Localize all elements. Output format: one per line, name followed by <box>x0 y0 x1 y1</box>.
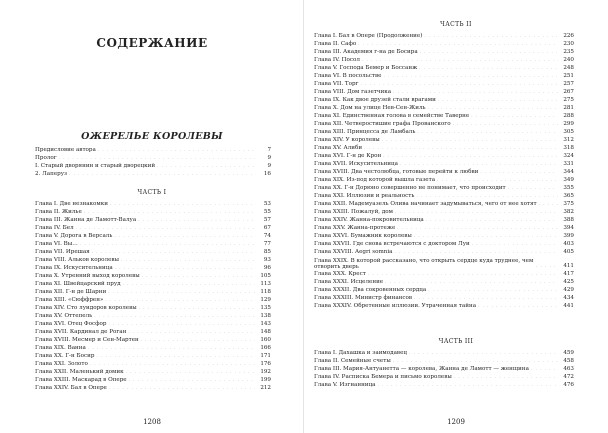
dot-leader <box>437 176 558 184</box>
dot-leader <box>76 224 255 232</box>
toc-entry <box>35 280 271 288</box>
toc-entry-title: Глава XIX. Из-под которой вышла газета <box>314 177 436 183</box>
toc-entry-title: Глава XII. Четверостишие графа Прованского <box>314 121 451 127</box>
dot-leader <box>59 154 255 162</box>
dot-leader <box>385 278 558 286</box>
toc-entry-page: 365 <box>563 193 574 199</box>
toc-entry-title: Глава XX. Г-н Дорюно совершенно не понимает, что происходит <box>314 185 506 191</box>
toc-entry-page: 288 <box>563 113 574 119</box>
toc-entry-title: Предисловие автора <box>35 147 96 153</box>
dot-leader <box>383 72 558 80</box>
toc-entry-page: 463 <box>563 366 574 372</box>
toc-entry-page: 459 <box>563 350 574 356</box>
dot-leader <box>69 170 255 178</box>
dot-leader <box>414 232 558 240</box>
toc-entry <box>314 72 574 80</box>
toc-entry-title: Глава VI. Вы… <box>35 241 78 247</box>
toc-entry <box>314 200 574 208</box>
toc-entry-title: Глава XI. Швейцарский пруд <box>35 281 121 287</box>
dot-leader <box>94 312 255 320</box>
dot-leader <box>416 192 558 200</box>
toc-title: СОДЕРЖАНИЕ <box>96 36 208 50</box>
toc-entry <box>35 200 271 208</box>
toc-entry <box>314 248 574 256</box>
toc-entry <box>314 357 574 365</box>
toc-entry-page: 235 <box>563 49 574 55</box>
toc-entry-page: 257 <box>563 81 574 87</box>
toc-entry <box>35 328 271 336</box>
toc-entry-title: Глава XXXI. Исцеление <box>314 279 384 285</box>
toc-entry-title: Глава VIII. Дом газетчика <box>314 89 392 95</box>
toc-entry <box>35 154 271 162</box>
toc-entry <box>314 120 574 128</box>
dot-leader <box>138 216 255 224</box>
toc-entry-title: Глава V. Изгнанница <box>314 382 376 388</box>
toc-entry-title: Глава XXI. Иллюзии и реальность <box>314 193 415 199</box>
dot-leader <box>105 296 255 304</box>
toc-entry <box>314 224 574 232</box>
dot-leader <box>531 365 558 373</box>
toc-entry-title: Глава XXXII. Два сокровенных сердца <box>314 287 427 293</box>
toc-entry-title: Глава XXI. Золото <box>35 361 88 367</box>
toc-entry <box>314 80 574 88</box>
toc-entry-page: 138 <box>260 313 271 319</box>
toc-entry-title: Глава XXXIII. Министр финансов <box>314 295 413 301</box>
toc-entry-page: 425 <box>563 279 574 285</box>
toc-entry-title: Глава II. Сафо <box>314 41 357 47</box>
toc-entry-page: 9 <box>267 155 271 161</box>
dot-leader <box>126 368 255 376</box>
toc-entry <box>314 152 574 160</box>
dot-leader <box>417 128 558 136</box>
dot-leader <box>383 152 558 160</box>
dot-leader <box>539 200 558 208</box>
dot-leader <box>88 344 255 352</box>
toc-entry <box>314 286 574 294</box>
dot-leader <box>395 208 558 216</box>
toc-entry-title: Глава IX. Как двое друзей стали врагами <box>314 97 436 103</box>
toc-entry <box>314 373 574 381</box>
dot-leader <box>98 146 255 154</box>
toc-entry-page: 324 <box>563 153 574 159</box>
toc-entry-page: 7 <box>267 147 271 153</box>
toc-entry-page: 251 <box>563 73 574 79</box>
toc-entry <box>35 170 271 178</box>
dot-leader <box>115 264 255 272</box>
toc-entry-title: Глава I. Две незнакомки <box>35 201 108 207</box>
dot-leader <box>84 208 255 216</box>
toc-entry-title: Глава III. Жанна де Ламотт-Валуа <box>35 217 137 223</box>
toc-entry-title: Глава VII. Торг <box>314 81 359 87</box>
dot-leader <box>110 200 255 208</box>
toc-entry-page: 305 <box>563 129 574 135</box>
toc-entry <box>314 176 574 184</box>
page-number-left: 1208 <box>143 418 161 426</box>
dot-leader <box>400 160 558 168</box>
toc-entry-page: 472 <box>563 374 574 380</box>
toc-entry <box>314 240 574 248</box>
dot-leader <box>472 240 558 248</box>
toc-entry-title: Глава XVI. Г-н де Крон <box>314 153 382 159</box>
dot-leader <box>397 224 558 232</box>
toc-entry-title: Глава I. Бал в Опере (Продолжение) <box>314 33 423 39</box>
toc-entry-title: Глава II. Жилье <box>35 209 82 215</box>
toc-entry-title: Глава III. Мария-Антуанетта — королева, Жанна де Ламотт — женщина <box>314 366 529 372</box>
part-1-list <box>35 200 271 392</box>
toc-entry-page: 318 <box>563 145 574 151</box>
dot-leader <box>426 216 558 224</box>
dot-leader <box>139 304 255 312</box>
dot-leader <box>121 256 255 264</box>
toc-entry-page: 312 <box>563 137 574 143</box>
dot-leader <box>420 48 558 56</box>
toc-entry-title: Глава XIX. Ванна <box>35 345 86 351</box>
toc-entry-title: Глава IV. Расписка Бемера и письмо королевы <box>314 374 452 380</box>
toc-entry-page: 85 <box>263 249 271 255</box>
part-3-list <box>314 349 574 389</box>
toc-entry <box>314 232 574 240</box>
toc-entry-page: 429 <box>563 287 574 293</box>
dot-leader <box>368 270 558 278</box>
toc-entry-page: 53 <box>263 201 271 207</box>
toc-entry-title: Глава XVIII. Месмер и Сен-Мартен <box>35 337 139 343</box>
toc-entry-title: Глава XII. Г-н де Шарни <box>35 289 107 295</box>
toc-entry-page: 458 <box>563 358 574 364</box>
toc-entry <box>35 272 271 280</box>
toc-entry-page: 331 <box>563 161 574 167</box>
toc-entry-page: 476 <box>563 382 574 388</box>
toc-entry-title: Глава XXII. Маленький домик <box>35 369 124 375</box>
toc-entry-title: Глава I. Дахашка и заимодавец <box>314 350 407 356</box>
dot-leader <box>419 64 558 72</box>
dot-leader <box>471 112 558 120</box>
toc-entry-page: 105 <box>260 273 271 279</box>
toc-entry-page: 388 <box>563 217 574 223</box>
toc-entry-page: 240 <box>563 57 574 63</box>
toc-entry <box>314 96 574 104</box>
dot-leader <box>128 328 255 336</box>
toc-entry <box>314 270 574 278</box>
toc-entry-page: 375 <box>563 201 574 207</box>
toc-entry <box>35 162 271 170</box>
dot-leader <box>414 294 558 302</box>
toc-entry-page: 394 <box>563 225 574 231</box>
toc-entry-title: Глава XVII. Искусительница <box>314 161 398 167</box>
toc-entry-page: 96 <box>263 265 271 271</box>
toc-entry <box>35 232 271 240</box>
toc-entry-title: Глава XXII. Мадемуазель Олива начинает задумываться, чего от нее хотят <box>314 201 537 207</box>
dot-leader <box>108 320 255 328</box>
toc-entry-page: 267 <box>563 89 574 95</box>
toc-entry <box>314 32 574 40</box>
dot-leader <box>454 373 558 381</box>
dot-leader <box>480 168 558 176</box>
toc-entry-title: Глава X. Утренний выход королевы <box>35 273 140 279</box>
part-1-title: ЧАСТЬ I <box>137 189 167 196</box>
toc-entry-page: 160 <box>260 337 271 343</box>
toc-entry-page: 118 <box>260 289 271 295</box>
toc-entry-title: Глава XXIV. Бал в Опере <box>35 385 107 391</box>
toc-entry-title: Глава XXIX. В которой рассказано, что открыть сердце куда труднее, чем отворить дверь <box>314 258 534 270</box>
page-number-right: 1209 <box>447 418 465 426</box>
dot-leader <box>478 302 558 310</box>
dot-leader <box>428 104 558 112</box>
toc-entry-title: Глава XXVI. Бумажник королевы <box>314 233 412 239</box>
toc-entry-page: 434 <box>563 295 574 301</box>
dot-leader <box>438 96 558 104</box>
toc-entry-title: Глава VII. Ирешая <box>35 249 90 255</box>
toc-entry-page: 192 <box>260 369 271 375</box>
toc-entry <box>314 381 574 389</box>
toc-entry <box>314 168 574 176</box>
dot-leader <box>157 162 255 170</box>
toc-entry-page: 199 <box>260 377 271 383</box>
toc-entry <box>35 376 271 384</box>
toc-entry-page: 411 <box>563 263 574 269</box>
toc-entry <box>314 278 574 286</box>
toc-entry <box>35 296 271 304</box>
toc-entry-title: 2. Лаперуз <box>35 171 68 177</box>
toc-entry-title: Глава VI. В посольстве <box>314 73 382 79</box>
part-2-title: ЧАСТЬ II <box>440 21 472 28</box>
toc-entry-page: 9 <box>267 163 271 169</box>
toc-entry <box>314 128 574 136</box>
dot-leader <box>108 288 255 296</box>
toc-entry-title: Глава V. Господа Бемер и Боссанж <box>314 65 418 71</box>
toc-entry-title: I. Старый дворянин и старый дворецкий <box>35 163 156 169</box>
toc-entry <box>314 160 574 168</box>
dot-leader <box>129 376 255 384</box>
toc-entry <box>314 64 574 72</box>
toc-entry <box>35 288 271 296</box>
toc-entry <box>314 144 574 152</box>
toc-entry-title: Глава XIII. Принцесса де Ламбаль <box>314 129 416 135</box>
toc-entry-title: Глава XIV. Сто луидоров королевы <box>35 305 137 311</box>
toc-entry-page: 77 <box>263 241 271 247</box>
toc-entry-title: Глава IX. Искусительница <box>35 265 113 271</box>
toc-entry <box>35 248 271 256</box>
toc-entry-page: 148 <box>260 329 271 335</box>
dot-leader <box>364 144 558 152</box>
dot-leader <box>453 120 558 128</box>
toc-entry <box>35 240 271 248</box>
toc-entry <box>314 208 574 216</box>
toc-entry-page: 230 <box>563 41 574 47</box>
dot-leader <box>409 349 558 357</box>
toc-entry-title: Глава XVII. Кардинал де Роган <box>35 329 127 335</box>
dot-leader <box>80 240 255 248</box>
dot-leader <box>96 352 255 360</box>
toc-entry-page: 355 <box>563 185 574 191</box>
toc-entry <box>35 216 271 224</box>
toc-entry <box>35 304 271 312</box>
toc-entry <box>35 368 271 376</box>
dot-leader <box>393 88 558 96</box>
toc-entry-title: Глава XXVII. Где снова встречаются с доктором Луи <box>314 241 470 247</box>
toc-entry-page: 166 <box>260 345 271 351</box>
toc-entry-page: 171 <box>260 353 271 359</box>
dot-leader <box>92 248 255 256</box>
toc-entry-page: 417 <box>563 271 574 277</box>
toc-entry-title: Глава XXIII. Пожалуй, дом <box>314 209 394 215</box>
toc-entry-title: Глава XX. Г-н Босир <box>35 353 95 359</box>
toc-entry-page: 143 <box>260 321 271 327</box>
part-2-list <box>314 32 574 310</box>
dot-leader <box>536 262 558 270</box>
right-page <box>304 0 608 433</box>
toc-entry-page: 129 <box>260 297 271 303</box>
dot-leader <box>358 40 558 48</box>
dot-leader <box>428 286 558 294</box>
toc-entry-page: 176 <box>260 361 271 367</box>
toc-entry <box>314 302 574 310</box>
toc-entry-page: 349 <box>563 177 574 183</box>
toc-entry-title: Глава XXXIV. Обретенные иллюзии. Утраченная тайна <box>314 303 477 309</box>
toc-entry-title: Глава III. Академия г-на де Босира <box>314 49 418 55</box>
dot-leader <box>360 80 558 88</box>
toc-entry-page: 74 <box>263 233 271 239</box>
toc-entry <box>35 384 271 392</box>
toc-entry-page: 405 <box>563 249 574 255</box>
toc-entry-title: Глава X. Дом на улице Нев-Сен-Жиль <box>314 105 426 111</box>
toc-entry <box>314 365 574 373</box>
toc-entry-title: Глава IV. Бел <box>35 225 74 231</box>
toc-entry <box>314 294 574 302</box>
toc-entry <box>35 264 271 272</box>
toc-entry-page: 441 <box>563 303 574 309</box>
toc-entry <box>314 56 574 64</box>
part-3-title: ЧАСТЬ III <box>438 338 474 345</box>
toc-entry <box>314 256 574 270</box>
toc-entry-title: Глава XIV. У королевы <box>314 137 380 143</box>
toc-entry-page: 55 <box>263 209 271 215</box>
toc-entry <box>35 208 271 216</box>
toc-entry-page: 299 <box>563 121 574 127</box>
toc-entry-page: 212 <box>260 385 271 391</box>
toc-entry-title: Глава XXIII. Маскарад в Опере <box>35 377 127 383</box>
toc-entry <box>35 336 271 344</box>
toc-entry-title: Глава XXX. Крест <box>314 271 366 277</box>
dot-leader <box>395 248 559 256</box>
toc-entry-title: Глава XXIV. Жанна-покровительница <box>314 217 424 223</box>
toc-entry <box>314 88 574 96</box>
toc-entry-page: 399 <box>563 233 574 239</box>
dot-leader <box>141 336 255 344</box>
toc-entry <box>314 192 574 200</box>
toc-entry-title: Глава XXV. Жанна-протеже <box>314 225 396 231</box>
toc-entry <box>35 312 271 320</box>
toc-entry <box>314 104 574 112</box>
toc-entry <box>314 40 574 48</box>
dot-leader <box>424 32 558 40</box>
dot-leader <box>382 136 558 144</box>
toc-entry-title: Глава II. Семейные счеты <box>314 358 391 364</box>
toc-entry-title: Глава XVI. Отец Фосфор <box>35 321 107 327</box>
dot-leader <box>90 360 255 368</box>
toc-entry-title: Глава V. Дорога в Версаль <box>35 233 113 239</box>
toc-entry-page: 403 <box>563 241 574 247</box>
dot-leader <box>362 56 558 64</box>
toc-entry-page: 16 <box>263 171 271 177</box>
toc-entry <box>35 360 271 368</box>
toc-entry-page: 275 <box>563 97 574 103</box>
toc-entry-title: Глава VIII. Альков королевы <box>35 257 119 263</box>
toc-entry-title: Глава XI. Единственная голова в семействе Таверне <box>314 113 470 119</box>
toc-entry <box>35 344 271 352</box>
toc-entry <box>314 184 574 192</box>
toc-entry-page: 67 <box>263 225 271 231</box>
toc-entry-page: 135 <box>260 305 271 311</box>
dot-leader <box>393 357 558 365</box>
dot-leader <box>378 381 558 389</box>
toc-entry-page: 226 <box>563 33 574 39</box>
toc-entry-page: 281 <box>563 105 574 111</box>
toc-entry <box>35 320 271 328</box>
toc-entry-page: 382 <box>563 209 574 215</box>
toc-entry-title: Глава XIII. «Сюффрен» <box>35 297 104 303</box>
toc-entry <box>314 112 574 120</box>
toc-entry-title: Пролог <box>35 155 57 161</box>
toc-entry-title: Глава IV. Посол <box>314 57 360 63</box>
front-matter-list <box>35 146 271 178</box>
toc-entry-page: 344 <box>563 169 574 175</box>
dot-leader <box>142 272 255 280</box>
toc-entry <box>314 48 574 56</box>
toc-entry <box>35 256 271 264</box>
toc-entry-title: Глава XV. Алиби <box>314 145 363 151</box>
dot-leader <box>508 184 558 192</box>
toc-entry <box>35 146 271 154</box>
toc-entry-page: 93 <box>263 257 271 263</box>
toc-entry-title: Глава XVIII. Два честолюбца, готовые перейти к любви <box>314 169 479 175</box>
toc-entry <box>314 349 574 357</box>
toc-entry <box>35 224 271 232</box>
toc-entry-title: Глава XXVIII. Aegri somnia <box>314 249 393 255</box>
dot-leader <box>114 232 255 240</box>
dot-leader <box>123 280 255 288</box>
toc-entry <box>314 216 574 224</box>
toc-entry-page: 248 <box>563 65 574 71</box>
toc-entry-title: Глава XV. Оттепель <box>35 313 93 319</box>
toc-entry <box>314 136 574 144</box>
dot-leader <box>109 384 255 392</box>
toc-entry <box>35 352 271 360</box>
toc-entry-page: 113 <box>260 281 271 287</box>
book-title: ОЖЕРЕЛЬЕ КОРОЛЕВЫ <box>81 131 223 142</box>
toc-entry-page: 57 <box>263 217 271 223</box>
